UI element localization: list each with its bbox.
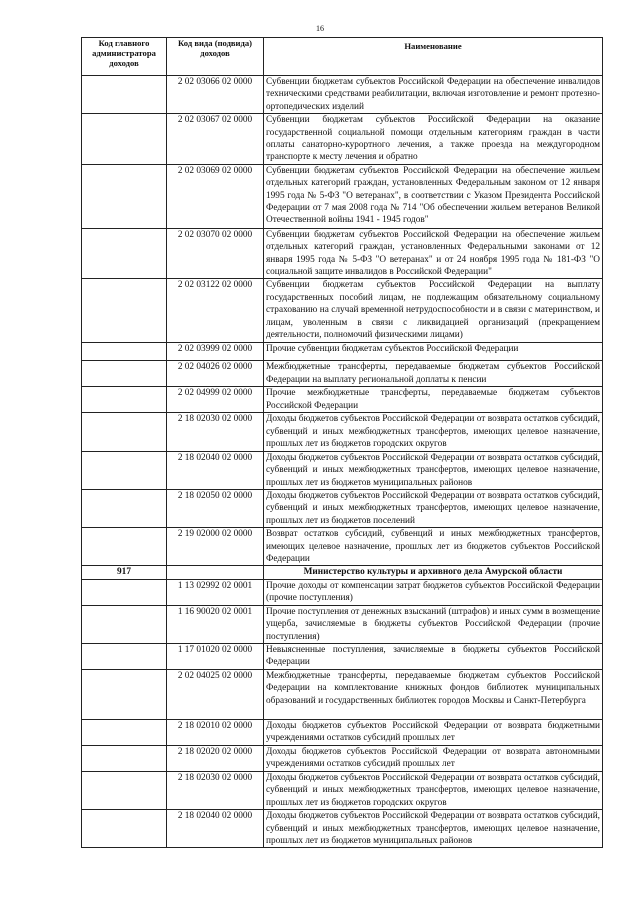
header-admin-code: Код главного администратора доходов [82,38,167,76]
income-code-cell: 2 02 03067 02 0000 [167,114,264,165]
income-name-cell: Доходы бюджетов субъектов Российской Федерации от возврата остатков субсидий, субвенций и иных межбюджетных трансфертов, имеющих целевое назначение, прошлых лет из бюджетов муниципальных районов [264,451,603,489]
income-code-cell: 2 18 02020 02 0000 [167,745,264,771]
income-code-cell: 1 17 01020 02 0000 [167,643,264,669]
table-row [82,745,603,771]
income-name-cell: Межбюджетные трансферты, передаваемые бюджетам субъектов Российской Федерации на выплату региональной доплаты к пенсии [264,361,603,387]
table-row [82,361,603,387]
admin-code-cell [82,605,167,643]
admin-code-cell [82,489,167,527]
table-row [82,605,603,643]
page-number: 16 [316,24,324,33]
income-code-cell: 1 16 90020 02 0001 [167,605,264,643]
income-name-cell: Невыясненные поступления, зачисляемые в бюджеты субъектов Российской Федерации [264,643,603,669]
income-name-cell: Возврат остатков субсидий, субвенций и иных межбюджетных трансфертов, имеющих целевое назначение, прошлых лет из бюджетов субъектов Российской Федерации [264,528,603,566]
admin-code-cell [82,745,167,771]
admin-code-cell [82,164,167,228]
table-row [82,164,603,228]
table-row [82,669,603,719]
admin-code-cell [82,643,167,669]
administrator-name-cell: Министерство культуры и архивного дела Амурской области [264,566,603,579]
admin-code-cell [82,76,167,114]
table-group-row [82,566,603,579]
table-row [82,279,603,343]
admin-code-cell [82,528,167,566]
admin-code-cell [82,114,167,165]
income-code-cell: 2 18 02030 02 0000 [167,413,264,451]
admin-code-cell [82,451,167,489]
table-row [82,771,603,809]
table-row [82,228,603,279]
income-code-cell: 2 02 03069 02 0000 [167,164,264,228]
admin-code-cell [82,810,167,848]
income-name-cell: Доходы бюджетов субъектов Российской Федерации от возврата автономными учреждениями остатков субсидий прошлых лет [264,745,603,771]
income-code-cell: 2 18 02010 02 0000 [167,719,264,745]
table-row [82,114,603,165]
table-row [82,76,603,114]
admin-code-cell [82,228,167,279]
income-code-cell: 2 18 02040 02 0000 [167,810,264,848]
admin-code-cell [82,279,167,343]
income-name-cell: Прочие субвенции бюджетам субъектов Российской Федерации [264,343,603,361]
admin-code-cell [82,361,167,387]
table-row [82,579,603,605]
table-header-row [82,38,603,76]
income-code-cell: 2 18 02040 02 0000 [167,451,264,489]
income-code-cell: 1 13 02992 02 0001 [167,579,264,605]
income-code-cell: 2 18 02050 02 0000 [167,489,264,527]
table-row [82,528,603,566]
table-row [82,451,603,489]
income-name-cell: Субвенции бюджетам субъектов Российской Федерации на обеспечение инвалидов техническими средствами реабилитации, включая изготовление и ремонт протезно-ортопедических изделий [264,76,603,114]
income-name-cell: Субвенции бюджетам субъектов Российской Федерации на оказание государственной социальной помощи отдельным категориям граждан в части оплаты санаторно-курортного лечения, а также проезда на междугородном транспорте к месту лечения и обратно [264,114,603,165]
income-name-cell: Доходы бюджетов субъектов Российской Федерации от возврата остатков субсидий, субвенций и иных межбюджетных трансфертов, имеющих целевое назначение, прошлых лет из бюджетов городских округов [264,413,603,451]
income-name-cell: Доходы бюджетов субъектов Российской Федерации от возврата остатков субсидий, субвенций и иных межбюджетных трансфертов, имеющих целевое назначение, прошлых лет из бюджетов поселений [264,489,603,527]
income-code-cell: 2 02 03066 02 0000 [167,76,264,114]
income-name-cell: Доходы бюджетов субъектов Российской Федерации от возврата бюджетными учреждениями остатков субсидий прошлых лет [264,719,603,745]
admin-code-cell [82,343,167,361]
income-code-cell: 2 02 03070 02 0000 [167,228,264,279]
table-row [82,343,603,361]
income-code-cell: 2 19 02000 02 0000 [167,528,264,566]
admin-code-cell: 917 [82,566,167,579]
header-name: Наименование [264,38,603,76]
income-name-cell: Субвенции бюджетам субъектов Российской Федерации на выплату государственных пособий лицам, не подлежащим обязательному социальному страхованию на случай временной нетрудоспособности и в связи с материнством, и лицам, уволенным в связи с ликвидацией организаций (прекращением деятельности, полномочий физическими лицами) [264,279,603,343]
admin-code-cell [82,719,167,745]
income-code-cell: 2 02 03122 02 0000 [167,279,264,343]
table-row [82,810,603,848]
admin-code-cell [82,579,167,605]
admin-code-cell [82,771,167,809]
admin-code-cell [82,669,167,719]
income-name-cell: Доходы бюджетов субъектов Российской Федерации от возврата остатков субсидий, субвенций и иных межбюджетных трансфертов, имеющих целевое назначение, прошлых лет из бюджетов городских округов [264,771,603,809]
income-name-cell: Прочие доходы от компенсации затрат бюджетов субъектов Российской Федерации (прочие поступления) [264,579,603,605]
table-row [82,643,603,669]
table-row [82,489,603,527]
admin-code-cell [82,413,167,451]
table-row [82,387,603,413]
income-code-cell: 2 02 04999 02 0000 [167,387,264,413]
income-code-cell: 2 02 03999 02 0000 [167,343,264,361]
income-name-cell: Доходы бюджетов субъектов Российской Федерации от возврата остатков субсидий, субвенций и иных межбюджетных трансфертов, имеющих целевое назначение, прошлых лет из бюджетов муниципальных районов [264,810,603,848]
table-row [82,413,603,451]
income-code-cell: 2 18 02030 02 0000 [167,771,264,809]
income-codes-table [81,37,603,848]
admin-code-cell [82,387,167,413]
income-name-cell: Субвенции бюджетам субъектов Российской Федерации на обеспечение жильем отдельных категорий граждан, установленных Федеральными законами от 12 января 1995 года № 5-ФЗ "О ветеранах" и от 24 ноября 1995 года № 181-ФЗ "О социальной защите инвалидов в Российской Федерации" [264,228,603,279]
income-name-cell: Субвенции бюджетам субъектов Российской Федерации на обеспечение жильем отдельных категорий граждан, установленных Федеральным законом от 12 января 1995 года № 5-ФЗ "О ветеранах", в соответствии с Указом Президента Российской Федерации от 7 мая 2008 года № 714 "Об обеспечении жильем ветеранов Великой Отечественной войны 1941 - 1945 годов" [264,164,603,228]
income-code-cell: 2 02 04026 02 0000 [167,361,264,387]
income-name-cell: Прочие межбюджетные трансферты, передаваемые бюджетам субъектов Российской Федерации [264,387,603,413]
income-name-cell: Прочие поступления от денежных взысканий (штрафов) и иных сумм в возмещение ущерба, зачисляемые в бюджеты субъектов Российской Федерации (прочие поступления) [264,605,603,643]
header-income-code: Код вида (подвида) доходов [167,38,264,76]
table-body [82,76,603,848]
income-code-cell [167,566,264,579]
table-row [82,719,603,745]
income-code-cell: 2 02 04025 02 0000 [167,669,264,719]
income-name-cell: Межбюджетные трансферты, передаваемые бюджетам субъектов Российской Федерации на комплектование книжных фондов библиотек муниципальных образований и государственных библиотек городов Москвы и Санкт-Петербурга [264,669,603,719]
